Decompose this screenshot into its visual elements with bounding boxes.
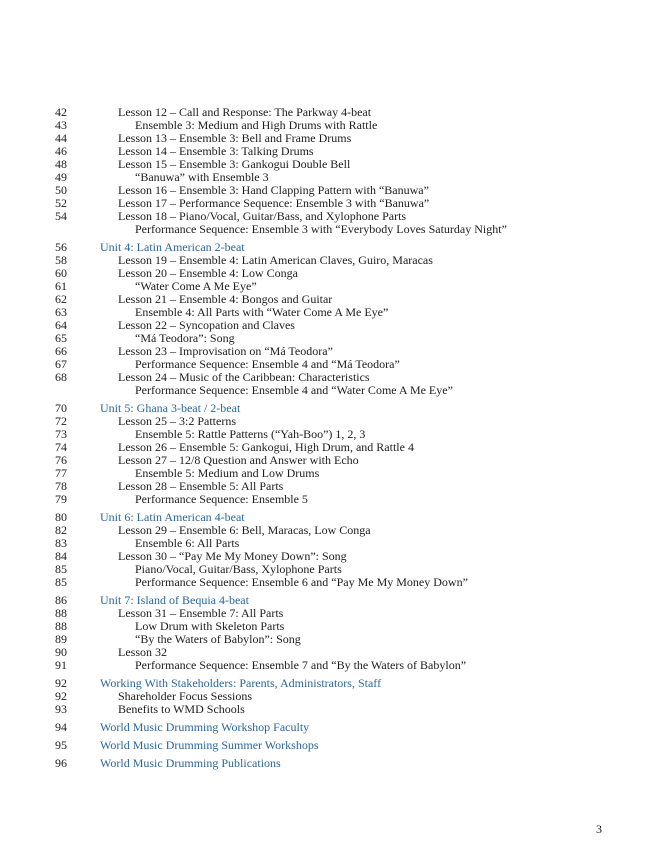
toc-entry-page: 73 [55, 427, 67, 441]
toc-entry-title: Performance Sequence: Ensemble 4 and “Má Teodora” [135, 357, 400, 371]
toc-entry-page: 54 [55, 209, 67, 223]
toc-entry-title: Lesson 32 [118, 645, 167, 659]
toc-entry-page: 65 [55, 331, 67, 345]
toc-entry-row [0, 319, 648, 332]
toc-entry-page: 92 [55, 689, 67, 703]
toc-entry-page: 93 [55, 702, 67, 716]
toc-entry-page: 90 [55, 645, 67, 659]
toc-entry-title: Ensemble 5: Medium and Low Drums [135, 466, 320, 480]
toc-entry-page: 67 [55, 357, 67, 371]
toc-heading-title: Unit 4: Latin American 2-beat [100, 240, 245, 254]
toc-entry-title: Lesson 13 – Ensemble 3: Bell and Frame Drums [118, 131, 352, 145]
toc-entry-page: 79 [55, 492, 67, 506]
table-of-contents [0, 106, 648, 770]
toc-entry-row [0, 633, 648, 646]
toc-heading-row [0, 402, 648, 415]
toc-entry-page: 56 [55, 240, 67, 254]
toc-entry-page: 86 [55, 593, 67, 607]
toc-entry-page: 66 [55, 344, 67, 358]
toc-heading-title: World Music Drumming Workshop Faculty [100, 720, 310, 734]
toc-entry-page: 42 [55, 105, 67, 119]
toc-entry-row [0, 267, 648, 280]
toc-entry-page: 72 [55, 414, 67, 428]
toc-entry-title: Benefits to WMD Schools [118, 702, 245, 716]
toc-entry-title: Lesson 18 – Piano/Vocal, Guitar/Bass, and Xylophone Parts [118, 209, 407, 223]
toc-entry-title: Performance Sequence: Ensemble 5 [135, 492, 308, 506]
toc-entry-page: 88 [55, 619, 67, 633]
toc-entry-row [0, 384, 648, 397]
toc-entry-page: 68 [55, 370, 67, 384]
toc-heading-title: Working With Stakeholders: Parents, Administrators, Staff [100, 676, 382, 690]
toc-entry-title: “Banuwa” with Ensemble 3 [135, 170, 269, 184]
toc-entry-title: Lesson 15 – Ensemble 3: Gankogui Double Bell [118, 157, 351, 171]
toc-entry-row [0, 690, 648, 703]
toc-entry-row [0, 607, 648, 620]
toc-entry-title: Performance Sequence: Ensemble 6 and “Pay Me My Money Down” [135, 575, 468, 589]
toc-entry-page: 85 [55, 562, 67, 576]
toc-entry-row [0, 576, 648, 589]
toc-entry-title: Ensemble 4: All Parts with “Water Come A Me Eye” [135, 305, 389, 319]
toc-entry-title: Lesson 26 – Ensemble 5: Gankogui, High Drum, and Rattle 4 [118, 440, 414, 454]
toc-heading-row [0, 757, 648, 770]
toc-entry-title: Lesson 21 – Ensemble 4: Bongos and Guitar [118, 292, 333, 306]
toc-entry-page: 77 [55, 466, 67, 480]
toc-entry-page: 70 [55, 401, 67, 415]
toc-entry-page: 61 [55, 279, 67, 293]
toc-entry-row [0, 659, 648, 672]
toc-entry-row [0, 132, 648, 145]
toc-entry-title: Lesson 20 – Ensemble 4: Low Conga [118, 266, 298, 280]
toc-heading-row [0, 721, 648, 734]
toc-entry-title: “Water Come A Me Eye” [135, 279, 257, 293]
toc-entry-page: 78 [55, 479, 67, 493]
toc-heading-row [0, 739, 648, 752]
toc-entry-page: 48 [55, 157, 67, 171]
toc-entry-title: Ensemble 3: Medium and High Drums with Rattle [135, 118, 378, 132]
toc-entry-row [0, 524, 648, 537]
toc-entry-page: 60 [55, 266, 67, 280]
toc-entry-page: 63 [55, 305, 67, 319]
toc-entry-row [0, 306, 648, 319]
toc-entry-page: 52 [55, 196, 67, 210]
toc-entry-page: 62 [55, 292, 67, 306]
toc-entry-page: 83 [55, 536, 67, 550]
toc-entry-title: Lesson 23 – Improvisation on “Má Teodora” [118, 344, 333, 358]
toc-entry-title: Lesson 12 – Call and Response: The Parkway 4-beat [118, 105, 372, 119]
toc-entry-page: 44 [55, 131, 67, 145]
toc-entry-title: Lesson 14 – Ensemble 3: Talking Drums [118, 144, 314, 158]
toc-entry-title: Lesson 30 – “Pay Me My Money Down”: Song [118, 549, 347, 563]
toc-entry-row [0, 223, 648, 236]
toc-entry-title: Lesson 16 – Ensemble 3: Hand Clapping Pattern with “Banuwa” [118, 183, 429, 197]
toc-entry-row [0, 493, 648, 506]
toc-entry-row [0, 254, 648, 267]
toc-entry-page: 82 [55, 523, 67, 537]
toc-entry-row [0, 158, 648, 171]
toc-entry-page: 96 [55, 756, 67, 770]
toc-heading-title: Unit 5: Ghana 3-beat / 2-beat [100, 401, 241, 415]
toc-entry-row [0, 467, 648, 480]
toc-entry-page: 88 [55, 606, 67, 620]
toc-entry-page: 46 [55, 144, 67, 158]
toc-entry-page: 85 [55, 575, 67, 589]
toc-heading-row [0, 594, 648, 607]
toc-entry-row [0, 454, 648, 467]
toc-entry-page: 92 [55, 676, 67, 690]
toc-entry-row [0, 703, 648, 716]
toc-heading-title: World Music Drumming Summer Workshops [100, 738, 319, 752]
toc-entry-title: Lesson 22 – Syncopation and Claves [118, 318, 295, 332]
toc-entry-title: Performance Sequence: Ensemble 3 with “Everybody Loves Saturday Night” [135, 222, 507, 236]
toc-entry-page: 94 [55, 720, 67, 734]
toc-entry-page: 84 [55, 549, 67, 563]
toc-entry-page: 95 [55, 738, 67, 752]
toc-entry-title: Lesson 27 – 12/8 Question and Answer with Echo [118, 453, 359, 467]
toc-entry-page: 89 [55, 632, 67, 646]
toc-entry-title: Lesson 17 – Performance Sequence: Ensemble 3 with “Banuwa” [118, 196, 430, 210]
toc-entry-row [0, 480, 648, 493]
toc-entry-title: Ensemble 6: All Parts [135, 536, 240, 550]
toc-entry-title: “By the Waters of Babylon”: Song [135, 632, 301, 646]
page-number: 3 [596, 822, 602, 836]
toc-entry-title: Lesson 29 – Ensemble 6: Bell, Maracas, Low Conga [118, 523, 371, 537]
toc-entry-page: 80 [55, 510, 67, 524]
toc-entry-title: Lesson 31 – Ensemble 7: All Parts [118, 606, 284, 620]
toc-entry-title: Piano/Vocal, Guitar/Bass, Xylophone Parts [135, 562, 342, 576]
toc-entry-page: 76 [55, 453, 67, 467]
toc-entry-title: Lesson 24 – Music of the Caribbean: Characteristics [118, 370, 370, 384]
toc-entry-title: Performance Sequence: Ensemble 7 and “By the Waters of Babylon” [135, 658, 467, 672]
toc-entry-page: 43 [55, 118, 67, 132]
toc-entry-title: Lesson 28 – Ensemble 5: All Parts [118, 479, 284, 493]
toc-entry-row [0, 620, 648, 633]
toc-heading-title: Unit 7: Island of Bequia 4-beat [100, 593, 249, 607]
toc-entry-page: 49 [55, 170, 67, 184]
toc-heading-title: World Music Drumming Publications [100, 756, 281, 770]
toc-entry-title: Lesson 25 – 3:2 Patterns [118, 414, 236, 428]
toc-entry-title: Shareholder Focus Sessions [118, 689, 252, 703]
toc-entry-page: 50 [55, 183, 67, 197]
toc-heading-row [0, 677, 648, 690]
toc-entry-title: Ensemble 5: Rattle Patterns (“Yah-Boo”) 1, 2, 3 [135, 427, 366, 441]
toc-heading-title: Unit 6: Latin American 4-beat [100, 510, 245, 524]
toc-entry-page: 58 [55, 253, 67, 267]
toc-entry-page: 74 [55, 440, 67, 454]
toc-entry-page: 64 [55, 318, 67, 332]
toc-entry-title: Low Drum with Skeleton Parts [135, 619, 285, 633]
toc-entry-title: Lesson 19 – Ensemble 4: Latin American Claves, Guiro, Maracas [118, 253, 433, 267]
toc-entry-page: 91 [55, 658, 67, 672]
toc-entry-title: “Má Teodora”: Song [135, 331, 235, 345]
toc-entry-title: Performance Sequence: Ensemble 4 and “Water Come A Me Eye” [135, 383, 453, 397]
